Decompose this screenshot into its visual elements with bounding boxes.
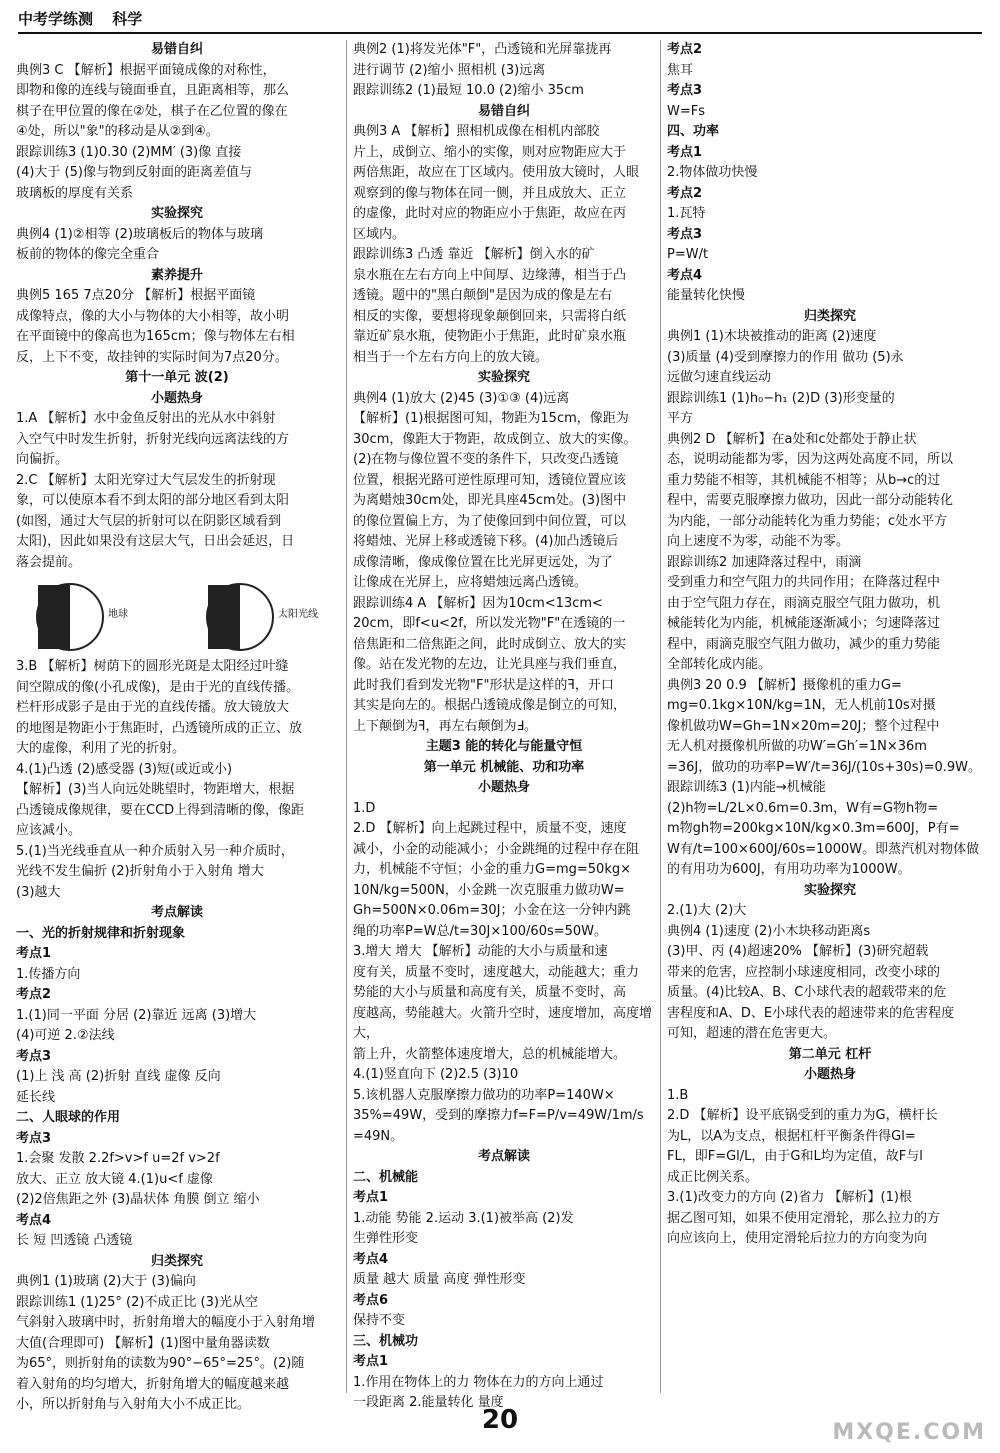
text-line: 放大、正立 放大镜 4.(1)u<f 虚像	[16, 1171, 213, 1187]
text-line: 4.(1)凸透 (2)感受器 (3)短(或近或小)	[16, 761, 233, 777]
text-line: 5.(1)当光线垂直从一种介质射入另一种介质时，	[16, 843, 294, 859]
text-line: (1)上 浅 高 (2)折射 直线 虚像 反向	[16, 1069, 221, 1084]
text-line: 程中，需要克服摩擦力做功，因此一部分动能转化	[667, 493, 954, 508]
earth-globe-icon	[36, 583, 104, 651]
text-line: 度越高，势能越大。火箭升空时，速度增加，高度增大，	[353, 1005, 653, 1041]
text-line: 的虚像，此时对应的物距应小于焦距，故应在丙	[353, 206, 627, 221]
text-line: 将蜡烛、光屏上移或透镜下移。(4)加凸透镜后	[353, 534, 619, 549]
text-line: mg=0.1kg×10N/kg=1N，无人机前10s对摄	[667, 698, 936, 713]
text-line: 入空气中时发生折射，折射光线向远离法线的方	[16, 431, 290, 447]
text-line: 落会提前。	[16, 554, 82, 570]
text-line: 区域内。	[353, 226, 406, 242]
text-line: 1.会聚 发散 2.2f>v>f u=2f v>2f	[16, 1151, 220, 1166]
column-middle	[346, 40, 655, 1410]
subsection-heading: 考点4	[16, 1212, 52, 1228]
text-line: 程中，雨滴克服空气阻力做功，减少的重力势能	[667, 636, 941, 652]
text-line: 态，说明动能都为零，因为这两处高度不同，所以	[667, 452, 954, 467]
text-line: 着入射角的均匀增大，折射角增大的幅度越来越	[16, 1376, 290, 1392]
text-line: 此时我们看到发光物"F"形状是这样的ꟻ，开口	[353, 677, 614, 693]
column-right	[660, 40, 993, 1393]
text-line: 像。站在发光物的左边，让光具座与我们垂直，	[353, 657, 627, 672]
text-line: W=Fs	[667, 103, 705, 119]
section-heading: 易错自纠	[477, 103, 530, 119]
text-line: 械能转化为内能，机械能逐渐减小；匀速降落过	[667, 616, 941, 631]
subsection-heading: 考点3	[16, 1048, 52, 1064]
text-line: 典例1 (1)玻璃 (2)大于 (3)偏向	[16, 1274, 196, 1289]
text-line: 典例3 20 0.9 【解析】摄像机的重力G=	[667, 677, 902, 693]
text-line: 1.作用在物体上的力 物体在力的方向上通过	[353, 1374, 604, 1390]
text-line: 一段距离 2.能量转化 量度	[353, 1395, 504, 1410]
text-line: 典例3 A 【解析】照相机成像在相机内部胶	[353, 124, 600, 139]
subject-label: 科学	[112, 10, 143, 28]
text-line: 板前的物体的像完全重合	[16, 247, 160, 262]
text-line: 典例3 C 【解析】根据平面镜成像的对称性，	[16, 62, 276, 78]
book-title: 中考学练测	[18, 10, 94, 28]
text-line: 平方	[667, 411, 694, 426]
text-line: 无人机对摄像机所做的功W′=Gh′=1N×36m	[667, 739, 927, 754]
text-line: 跟踪训练1 (1)h₀−h₁ (2)D (3)形变量的	[667, 390, 895, 406]
section-heading: 主题3 能的转化与能量守恒	[425, 739, 583, 754]
section-heading: 第二单元 杠杆	[788, 1046, 872, 1062]
text-line: 由于空气阻力存在，雨滴克服空气阻力做功，机	[667, 595, 941, 611]
text-line: (2)2倍焦距之外 (3)晶状体 角膜 倒立 缩小	[16, 1192, 260, 1207]
earth-globe-icon	[206, 583, 274, 651]
text-line: 为离蜡烛30cm处，即光具座45cm处。(3)图中	[353, 493, 627, 508]
text-line: W有/t=100×600J/60s=1000W。即蒸汽机对物体做	[667, 841, 980, 857]
text-line: 大的虚像，利用了光的折射。	[16, 741, 186, 756]
text-line: 反，上下不变，故挂钟的实际时间为7点20分。	[16, 349, 288, 365]
text-line: (3)甲、丙 (4)超速20% 【解析】(3)研究超载	[667, 944, 929, 959]
text-line: 的地图是物距小于焦距时，凸透镜所成的正立、放	[16, 720, 303, 736]
text-line: 5.该机器人克服摩擦力做功的功率P=140W×	[353, 1087, 615, 1103]
section-heading: 小题热身	[803, 1067, 856, 1082]
text-line: 2.C 【解析】太阳光穿过大气层发生的折射现	[16, 472, 276, 488]
section-heading: 实验探究	[150, 206, 203, 221]
text-line: 1.瓦特	[667, 206, 706, 221]
page-number: 20	[481, 1405, 519, 1435]
text-line: 【解析】(1)根据图可知，物距为15cm，像距为	[353, 411, 629, 426]
text-line: 4.(1)竖直向下 (2)2.5 (3)10	[353, 1067, 519, 1082]
text-line: 大值(合理即可) 【解析】(1)图中量角器读数	[16, 1335, 270, 1351]
text-line: 棋子在甲位置的像在②处，棋子在乙位置的像在	[16, 103, 288, 119]
text-line: FL，即F=Gl/L，由于G和L均为定值，故F与l	[667, 1149, 923, 1164]
text-line: 典例2 (1)将发光体"F"，凸透镜和光屏靠拢再	[353, 42, 612, 57]
subsection-heading: 考点3	[16, 1130, 52, 1146]
text-line: 靠近矿泉水瓶，使物距小于焦距，此时矿泉水瓶	[353, 329, 627, 344]
text-line: 3.(1)改变力的方向 (2)省力 【解析】(1)根	[667, 1190, 912, 1205]
text-line: ④处，所以"象"的移动是从②到④。	[16, 124, 219, 139]
text-line: 太阳)，因此如果没有这层大气，日出会延迟，日	[16, 534, 295, 549]
text-line: 两倍焦距，故应在丁区域内。使用放大镜时，人眼	[353, 165, 640, 180]
text-line: 为内能，一部分动能转化为重力势能；c处水平方	[667, 513, 948, 529]
subsection-heading: 考点2	[667, 185, 703, 201]
text-line: 质量。(4)比较A、B、C小球代表的超载带来的危	[667, 985, 947, 1000]
text-line: 的像位置偏上方，为了使像回到中间位置，可以	[353, 513, 627, 529]
text-line: 为65°，则折射角的读数为90°−65°=25°。(2)随	[16, 1356, 305, 1371]
text-line: 光线不发生偏折 (2)折射角小于入射角 增大	[16, 864, 264, 879]
text-line: 其实是向左的。根据凸透镜成像是倒立的可知，	[353, 698, 627, 713]
text-line: 2.D 【解析】向上起跳过程中，质量不变，速度	[353, 821, 627, 836]
text-line: 1.传播方向	[16, 966, 81, 982]
subsection-heading: 考点2	[16, 987, 52, 1002]
text-line: 像机做功W=Gh=1N×20m=20J；整个过程中	[667, 718, 940, 734]
text-line: (2)在物与像位置不变的条件下，只改变凸透镜	[353, 452, 619, 467]
text-line: (3)越大	[16, 884, 61, 900]
subsection-heading: 考点6	[353, 1292, 389, 1308]
text-line: 进行调节 (2)缩小 照相机 (3)远离	[353, 62, 546, 78]
subsection-heading: 二、机械能	[353, 1169, 419, 1185]
text-line: 的有用功为600J，有用功功率为1000W。	[667, 862, 911, 877]
text-line: 跟踪训练2 (1)最短 10.0 (2)缩小 35cm	[353, 83, 584, 98]
text-line: 在平面镜中的像高也为165cm；像与物体左右相	[16, 329, 295, 344]
text-line: 上下颠倒为ꟻ，再左右颠倒为Ⅎ。	[353, 718, 537, 734]
text-line: 典例4 (1)②相等 (2)玻璃板后的物体与玻璃	[16, 226, 264, 242]
text-line: (3)质量 (4)受到摩擦力的作用 做功 (5)永	[667, 349, 904, 365]
text-line: 据乙图可知，如果不使用定滑轮，那么拉力的方	[667, 1210, 941, 1226]
text-line: 片上，成倒立、缩小的实像，则对应物距应大于	[353, 144, 627, 160]
text-line: 向偏折。	[16, 452, 69, 467]
text-line: 让像成在光屏上，应将蜡烛远离凸透镜。	[353, 575, 588, 590]
text-line: 质量 越大 质量 高度 弹性形变	[353, 1272, 526, 1287]
section-heading: 实验探究	[803, 882, 856, 898]
watermark: MXQE.COM	[832, 1420, 986, 1445]
text-line: 35%=49W，受到的摩擦力f=F=P/v=49W/1m/s	[353, 1108, 644, 1123]
text-line: 受到重力和空气阻力的共同作用；在降落过程中	[667, 575, 941, 590]
text-line: 凸透镜成像规律，要在CCD上得到清晰的像，像距	[16, 802, 305, 818]
subsection-heading: 考点1	[353, 1354, 389, 1369]
text-line: 势能的大小与质量和高度有关，质量不变时，高	[353, 985, 627, 1000]
subsection-heading: 考点1	[667, 144, 703, 160]
text-line: m物gh物=200kg×10N/kg×0.3m=600J，P有=	[667, 821, 960, 836]
section-heading: 归类探究	[803, 308, 856, 324]
text-line: 生弹性形变	[353, 1231, 419, 1246]
text-line: 30cm，像距大于物距，故成倒立、放大的实像。	[353, 431, 637, 447]
text-line: 象，可以使原本看不到太阳的部分地区看到太阳	[16, 493, 290, 508]
text-line: 害程度和A、D、E小球代表的超速带来的危害程度	[667, 1005, 955, 1021]
subsection-heading: 考点4	[667, 267, 703, 283]
text-line: 箭上升，火箭整体速度增大，总的机械能增大。	[353, 1046, 627, 1062]
text-line: 玻璃板的厚度有关系	[16, 185, 134, 201]
text-line: 焦耳	[667, 62, 694, 78]
subsection-heading: 三、机械功	[353, 1333, 419, 1349]
text-line: 力，机械能不守恒；小金的重力G=mg=50kg×	[353, 862, 631, 877]
text-line: 成正比例关系。	[667, 1169, 759, 1185]
text-line: 减小，小金的动能减小；小金跳绳的过程中存在阻	[353, 841, 640, 857]
text-line: 全部转化成内能。	[667, 657, 772, 672]
text-line: 1.A 【解析】水中金鱼反射出的光从水中斜射	[16, 411, 276, 426]
text-line: 典例5 165 7点20分 【解析】根据平面镜	[16, 288, 256, 303]
text-line: 成像特点，像的大小与物体的大小相等，故小明	[16, 308, 290, 324]
text-line: 【解析】(3)当人向远处眺望时，物距增大，根据	[16, 782, 295, 797]
section-heading: 小题热身	[477, 780, 530, 795]
text-line: 跟踪训练3 凸透 靠近 【解析】倒入水的矿	[353, 247, 595, 262]
section-heading: 第十一单元 波(2)	[125, 370, 229, 385]
text-line: 向上速度不为零，动能不为零。	[667, 534, 850, 549]
text-line: 带来的危害，应控制小球速度相同，改变小球的	[667, 964, 941, 980]
refraction-figure	[16, 579, 338, 651]
text-line: =36J，做功的功率P=W′/t=36J/(10s+30s)=0.9W。	[667, 759, 982, 775]
subsection-heading: 考点4	[353, 1251, 389, 1267]
text-line: 跟踪训练2 加速降落过程中，雨滴	[667, 554, 862, 570]
text-line: 相反的实像，要想将现象颠倒回来，只需将白纸	[353, 308, 627, 324]
text-line: 位置，根据光路可逆性原理可知，透镜位置应该	[353, 472, 627, 488]
text-line: 跟踪训练3 (1)内能→机械能	[667, 780, 826, 795]
subsection-heading: 二、人眼球的作用	[16, 1110, 121, 1125]
text-line: 可知，超速的潜在危害更大。	[667, 1026, 837, 1041]
page-header	[18, 8, 982, 34]
subsection-heading: 考点1	[353, 1190, 389, 1205]
text-line: 典例4 (1)速度 (2)小木块移动距离s	[667, 923, 871, 939]
text-line: P=W/t	[667, 247, 709, 262]
section-heading: 素养提升	[150, 267, 203, 283]
text-line: 能量转化快慢	[667, 288, 746, 303]
column-left	[16, 40, 338, 1412]
text-line: 2.(1)大 (2)大	[667, 903, 747, 918]
subsection-heading: 考点3	[667, 226, 703, 242]
section-heading: 小题热身	[150, 390, 203, 406]
section-heading: 实验探究	[477, 370, 530, 385]
section-heading: 易错自纠	[150, 42, 203, 57]
text-line: 倍焦距和二倍焦距之间，此时成倒立、放大的实	[353, 636, 627, 652]
subsection-heading: 考点3	[667, 83, 703, 98]
text-line: (4)大于 (5)像与物到反射面的距离差值与	[16, 165, 252, 180]
text-line: 跟踪训练4 A 【解析】因为10cm<13cm<	[353, 595, 603, 611]
text-line: 20cm，即f<u<2f，所以发光物"F"在透镜的一	[353, 616, 626, 631]
subsection-heading: 考点1	[16, 946, 52, 961]
subsection-heading: 考点2	[667, 42, 703, 57]
text-line: 远做匀速直线运动	[667, 370, 772, 385]
text-line: 典例2 D 【解析】在a处和c处都处于静止状	[667, 431, 917, 447]
text-line: =49N。	[353, 1128, 404, 1144]
text-line: 10N/kg=500N，小金跳一次克服重力做功W=	[353, 882, 625, 898]
figure-caption: 地球	[108, 609, 128, 620]
text-line: (2)h物=L/2L×0.6m=0.3m，W有=G物h物=	[667, 800, 939, 816]
text-line: 间空隙成的像(小孔成像)，是由于光的直线传播。	[16, 679, 300, 695]
figure-caption: 太阳光线	[278, 609, 318, 620]
text-line: 应该减小。	[16, 823, 82, 838]
text-line: 度有关，质量不变时，速度越大，动能越大；重力	[353, 964, 640, 980]
text-line: 1.动能 势能 2.运动 3.(1)被举高 (2)发	[353, 1210, 574, 1226]
section-heading: 第一单元 机械能、功和功率	[423, 759, 585, 775]
text-line: 即物和像的连线与镜面垂直，且距离相等，那么	[16, 83, 290, 98]
text-line: 长 短 凹透镜 凸透镜	[16, 1233, 133, 1248]
text-line: 2.D 【解析】设平底锅受到的重力为G，横杆长	[667, 1108, 938, 1123]
text-line: 向应该向上，使用定滑轮后拉力的方向变为向	[667, 1231, 928, 1246]
text-line: 为L，以A为支点，根据杠杆平衡条件得Gl=	[667, 1128, 916, 1144]
text-line: 1.B	[667, 1087, 689, 1103]
text-line: 重力势能不相等，其机械能不相等；从b→c的过	[667, 472, 941, 488]
text-line: 气斜射入玻璃中时，折射角增大的幅度小于入射角增	[16, 1315, 316, 1330]
text-line: 透镜。题中的"黑白颠倒"是因为成的像是左右	[353, 288, 612, 303]
section-heading: 归类探究	[150, 1253, 203, 1269]
text-line: 保持不变	[353, 1313, 406, 1328]
subsection-heading: 四、功率	[667, 124, 720, 139]
text-line: 2.物体做功快慢	[667, 165, 758, 180]
text-line: (4)可逆 2.②法线	[16, 1028, 115, 1043]
section-heading: 考点解读	[150, 905, 203, 920]
text-line: 相当于一个左右方向上的放大镜。	[353, 349, 549, 365]
text-line: 3.增大 增大 【解析】动能的大小与质量和速	[353, 944, 608, 959]
text-line: 泉水瓶在左右方向上中间厚、边缘薄，相当于凸	[353, 267, 627, 283]
text-line: 延长线	[16, 1089, 56, 1105]
text-line: 3.B 【解析】树荫下的圆形光斑是太阳经过叶缝	[16, 659, 289, 674]
text-line: 典例4 (1)放大 (2)45 (3)①③ (4)远离	[353, 390, 570, 406]
text-line: 栏杆形成影子是由于光的直线传播。放大镜放大	[16, 700, 290, 715]
text-line: 观察到的像与物体在同一侧，并且成放大、正立	[353, 185, 627, 201]
text-line: Gh=500N×0.06m=30J；小金在这一分钟内跳	[353, 903, 631, 918]
text-line: 跟踪训练3 (1)0.30 (2)MM′ (3)像 直接	[16, 144, 242, 160]
section-heading: 考点解读	[477, 1149, 530, 1164]
text-line: 小，所以折射角与入射角大小不成正比。	[16, 1397, 251, 1412]
text-line: 跟踪训练1 (1)25° (2)不成正比 (3)光从空	[16, 1294, 258, 1310]
text-line: 1.D	[353, 800, 376, 816]
subsection-heading: 一、光的折射规律和折射现象	[16, 925, 186, 941]
text-line: 典例1 (1)木块被推动的距离 (2)速度	[667, 329, 877, 344]
text-line: 绳的功率P=W总/t=30J×100/60s=50W。	[353, 923, 608, 939]
text-line: 成像清晰，像成像位置在比光屏更远处，为了	[353, 554, 614, 570]
text-line: (如图，通过大气层的折射可以在阴影区域看到	[16, 513, 282, 529]
text-line: 1.(1)同一平面 分居 (2)靠近 远离 (3)增大	[16, 1007, 257, 1023]
